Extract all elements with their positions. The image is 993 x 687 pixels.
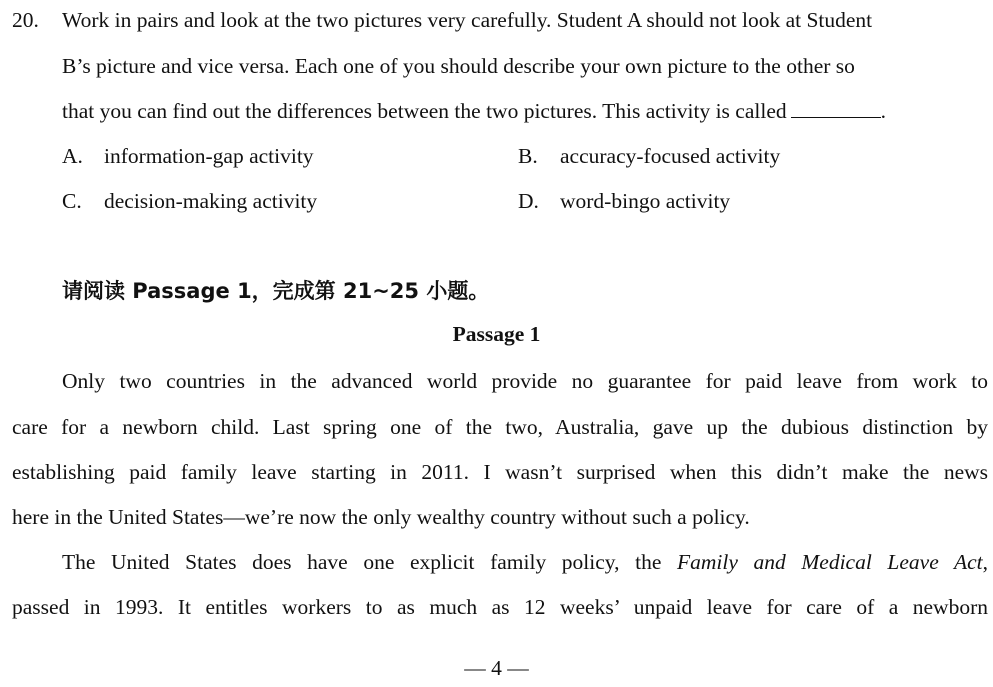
end-mark: . xyxy=(880,99,886,123)
option-letter: C. xyxy=(62,189,82,213)
option-letter: B. xyxy=(518,144,538,168)
option-text: word-bingo activity xyxy=(560,189,731,213)
option-d xyxy=(518,187,730,215)
question-line-2: B’s picture and vice versa. Each one of you should describe your own picture to the other so xyxy=(62,54,855,78)
page-number: — 4 — xyxy=(464,656,529,680)
paragraph-1-line: here in the United States—we’re now the only wealthy country without such a policy. xyxy=(12,505,750,529)
reading-instruction: 请阅读 Passage 1，完成第 21~25 小题。 xyxy=(62,279,490,303)
option-b xyxy=(518,142,780,170)
paragraph-1-line: establishing paid family leave starting in 2011. I wasn’t surprised when this didn’t make the news xyxy=(12,460,988,484)
option-text: information-gap activity xyxy=(104,144,314,168)
passage-title: Passage 1 xyxy=(452,322,541,346)
act-title: Family and Medical Leave Act xyxy=(677,550,983,574)
paragraph-1-line: care for a newborn child. Last spring one of the two, Australia, gave up the dubious distinction by xyxy=(12,415,988,439)
question-number: 20. xyxy=(12,8,39,32)
option-a xyxy=(62,142,314,170)
option-c xyxy=(62,187,317,215)
option-letter: A. xyxy=(62,144,83,168)
paragraph-2-text: The United States does have one explicit family policy, the xyxy=(62,550,677,574)
paragraph-2-line xyxy=(62,548,988,576)
paragraph-1-line: Only two countries in the advanced world provide no guarantee for paid leave from work to xyxy=(62,369,988,393)
option-text: accuracy-focused activity xyxy=(560,144,781,168)
question-line-3-text: that you can find out the differences between the two pictures. This activity is called xyxy=(62,99,787,123)
answer-blank xyxy=(791,97,881,118)
question-line-3 xyxy=(62,97,886,125)
option-letter: D. xyxy=(518,189,539,213)
option-text: decision-making activity xyxy=(104,189,318,213)
paragraph-2-comma: , xyxy=(982,550,988,574)
paragraph-2-line: passed in 1993. It entitles workers to as much as 12 weeks’ unpaid leave for care of a newborn xyxy=(12,595,988,619)
question-line-1: Work in pairs and look at the two pictures very carefully. Student A should not look at Student xyxy=(62,8,873,32)
